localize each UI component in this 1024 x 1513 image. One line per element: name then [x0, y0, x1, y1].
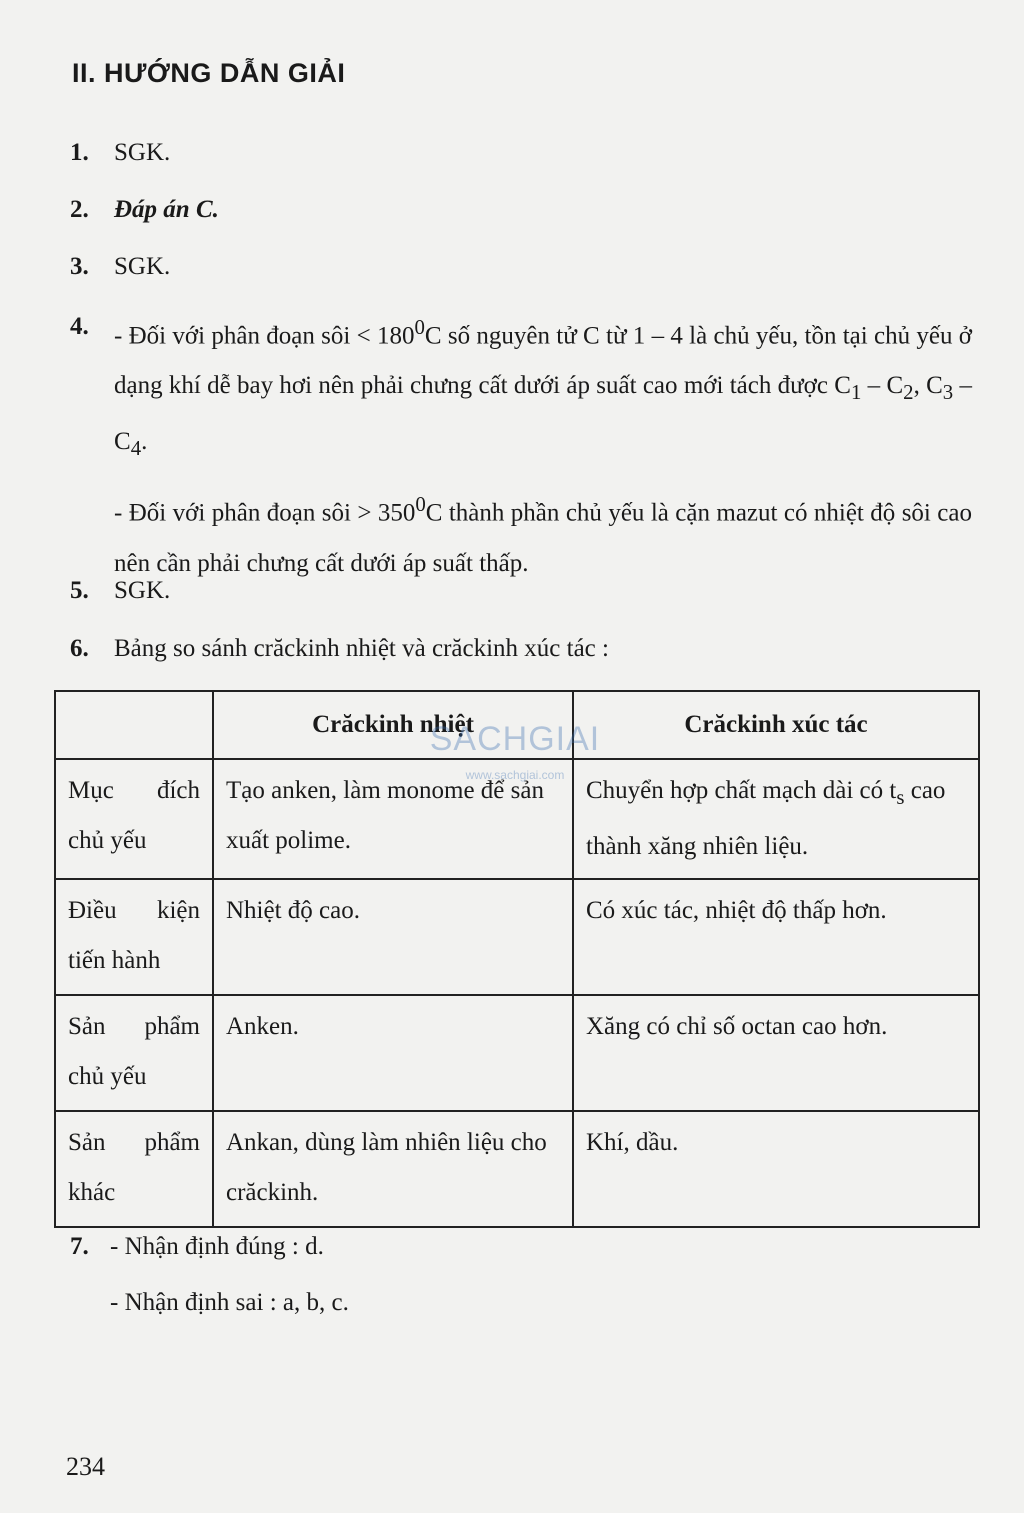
answer-text: SGK. — [114, 577, 171, 604]
answer-number: 2. — [70, 196, 89, 223]
answer-1 — [70, 128, 972, 178]
answer-6 — [70, 624, 972, 674]
table-row — [55, 995, 979, 1111]
answer-number: 1. — [70, 139, 89, 166]
answer-text: SGK. — [114, 253, 171, 280]
cell-catalytic: Chuyển hợp chất mạch dài có $t_s$ cao thành xăng nhiên liệu. — [573, 759, 979, 879]
header-empty — [55, 691, 213, 759]
cell-catalytic: Xăng có chỉ số octan cao hơn. — [573, 995, 979, 1111]
answer-7-line-2: - Nhận định sai : a, b, c. — [110, 1289, 349, 1316]
cell-thermal: Tạo anken, làm monome để sản xuất polime. — [213, 759, 573, 879]
answer-2 — [70, 185, 972, 235]
comparison-table — [54, 690, 980, 1228]
table-row — [55, 1111, 979, 1227]
table-row — [55, 759, 979, 879]
table-row — [55, 879, 979, 995]
table-header-row — [55, 691, 979, 759]
cell-catalytic: Có xúc tác, nhiệt độ thấp hơn. — [573, 879, 979, 995]
answer-number: 7. — [70, 1233, 89, 1260]
section-heading: II. HƯỚNG DẪN GIẢI — [72, 58, 346, 88]
answer-4-paragraph-1: - Đối với phân đoạn sôi < $180^0C$ số nguyên tử C từ 1 – 4 là chủ yếu, tồn tại chủ yếu ở dạng khí dễ bay hơi nên phải chưng cất dưới áp suất cao mới tách được $C_1 - C_2$, $C_3 - C_4$. — [114, 315, 973, 461]
cell-thermal: Nhiệt độ cao. — [213, 879, 573, 995]
watermark-url: www.sachgiai.com — [465, 768, 565, 782]
answer-number: 4. — [70, 313, 89, 340]
answer-7-line-1: - Nhận định đúng : d. — [110, 1233, 324, 1260]
header-catalytic: Crăckinh xúc tác — [573, 691, 979, 759]
cell-catalytic: Khí, dầu. — [573, 1111, 979, 1227]
answer-number: 6. — [70, 635, 89, 662]
answer-text: SGK. — [114, 139, 171, 166]
row-label: Điều kiện tiến hành — [55, 879, 213, 995]
row-label: Sản phẩm khác — [55, 1111, 213, 1227]
answer-4-paragraph-2: - Đối với phân đoạn sôi > $350^0C$ thành phần chủ yếu là cặn mazut có nhiệt độ sôi cao nên cần phải chưng cất dưới áp suất thấp. — [114, 492, 972, 577]
page-number: 234 — [66, 1452, 105, 1481]
answer-5 — [70, 566, 972, 616]
answer-3 — [70, 242, 972, 292]
cell-thermal: Ankan, dùng làm nhiên liệu cho crăckinh. — [213, 1111, 573, 1227]
answer-4 — [70, 302, 972, 589]
answer-text: Bảng so sánh crăckinh nhiệt và crăckinh xúc tác : — [114, 635, 609, 662]
answer-number: 3. — [70, 253, 89, 280]
answer-7 — [70, 1222, 972, 1328]
row-label: Sản phẩm chủ yếu — [55, 995, 213, 1111]
answer-text: Đáp án C. — [114, 196, 219, 223]
header-thermal: Crăckinh nhiệt — [213, 691, 573, 759]
answer-number: 5. — [70, 577, 89, 604]
cell-thermal: Anken. — [213, 995, 573, 1111]
row-label: Mục đích chủ yếu — [55, 759, 213, 879]
watermark-name: SACHGIAI — [429, 720, 601, 758]
